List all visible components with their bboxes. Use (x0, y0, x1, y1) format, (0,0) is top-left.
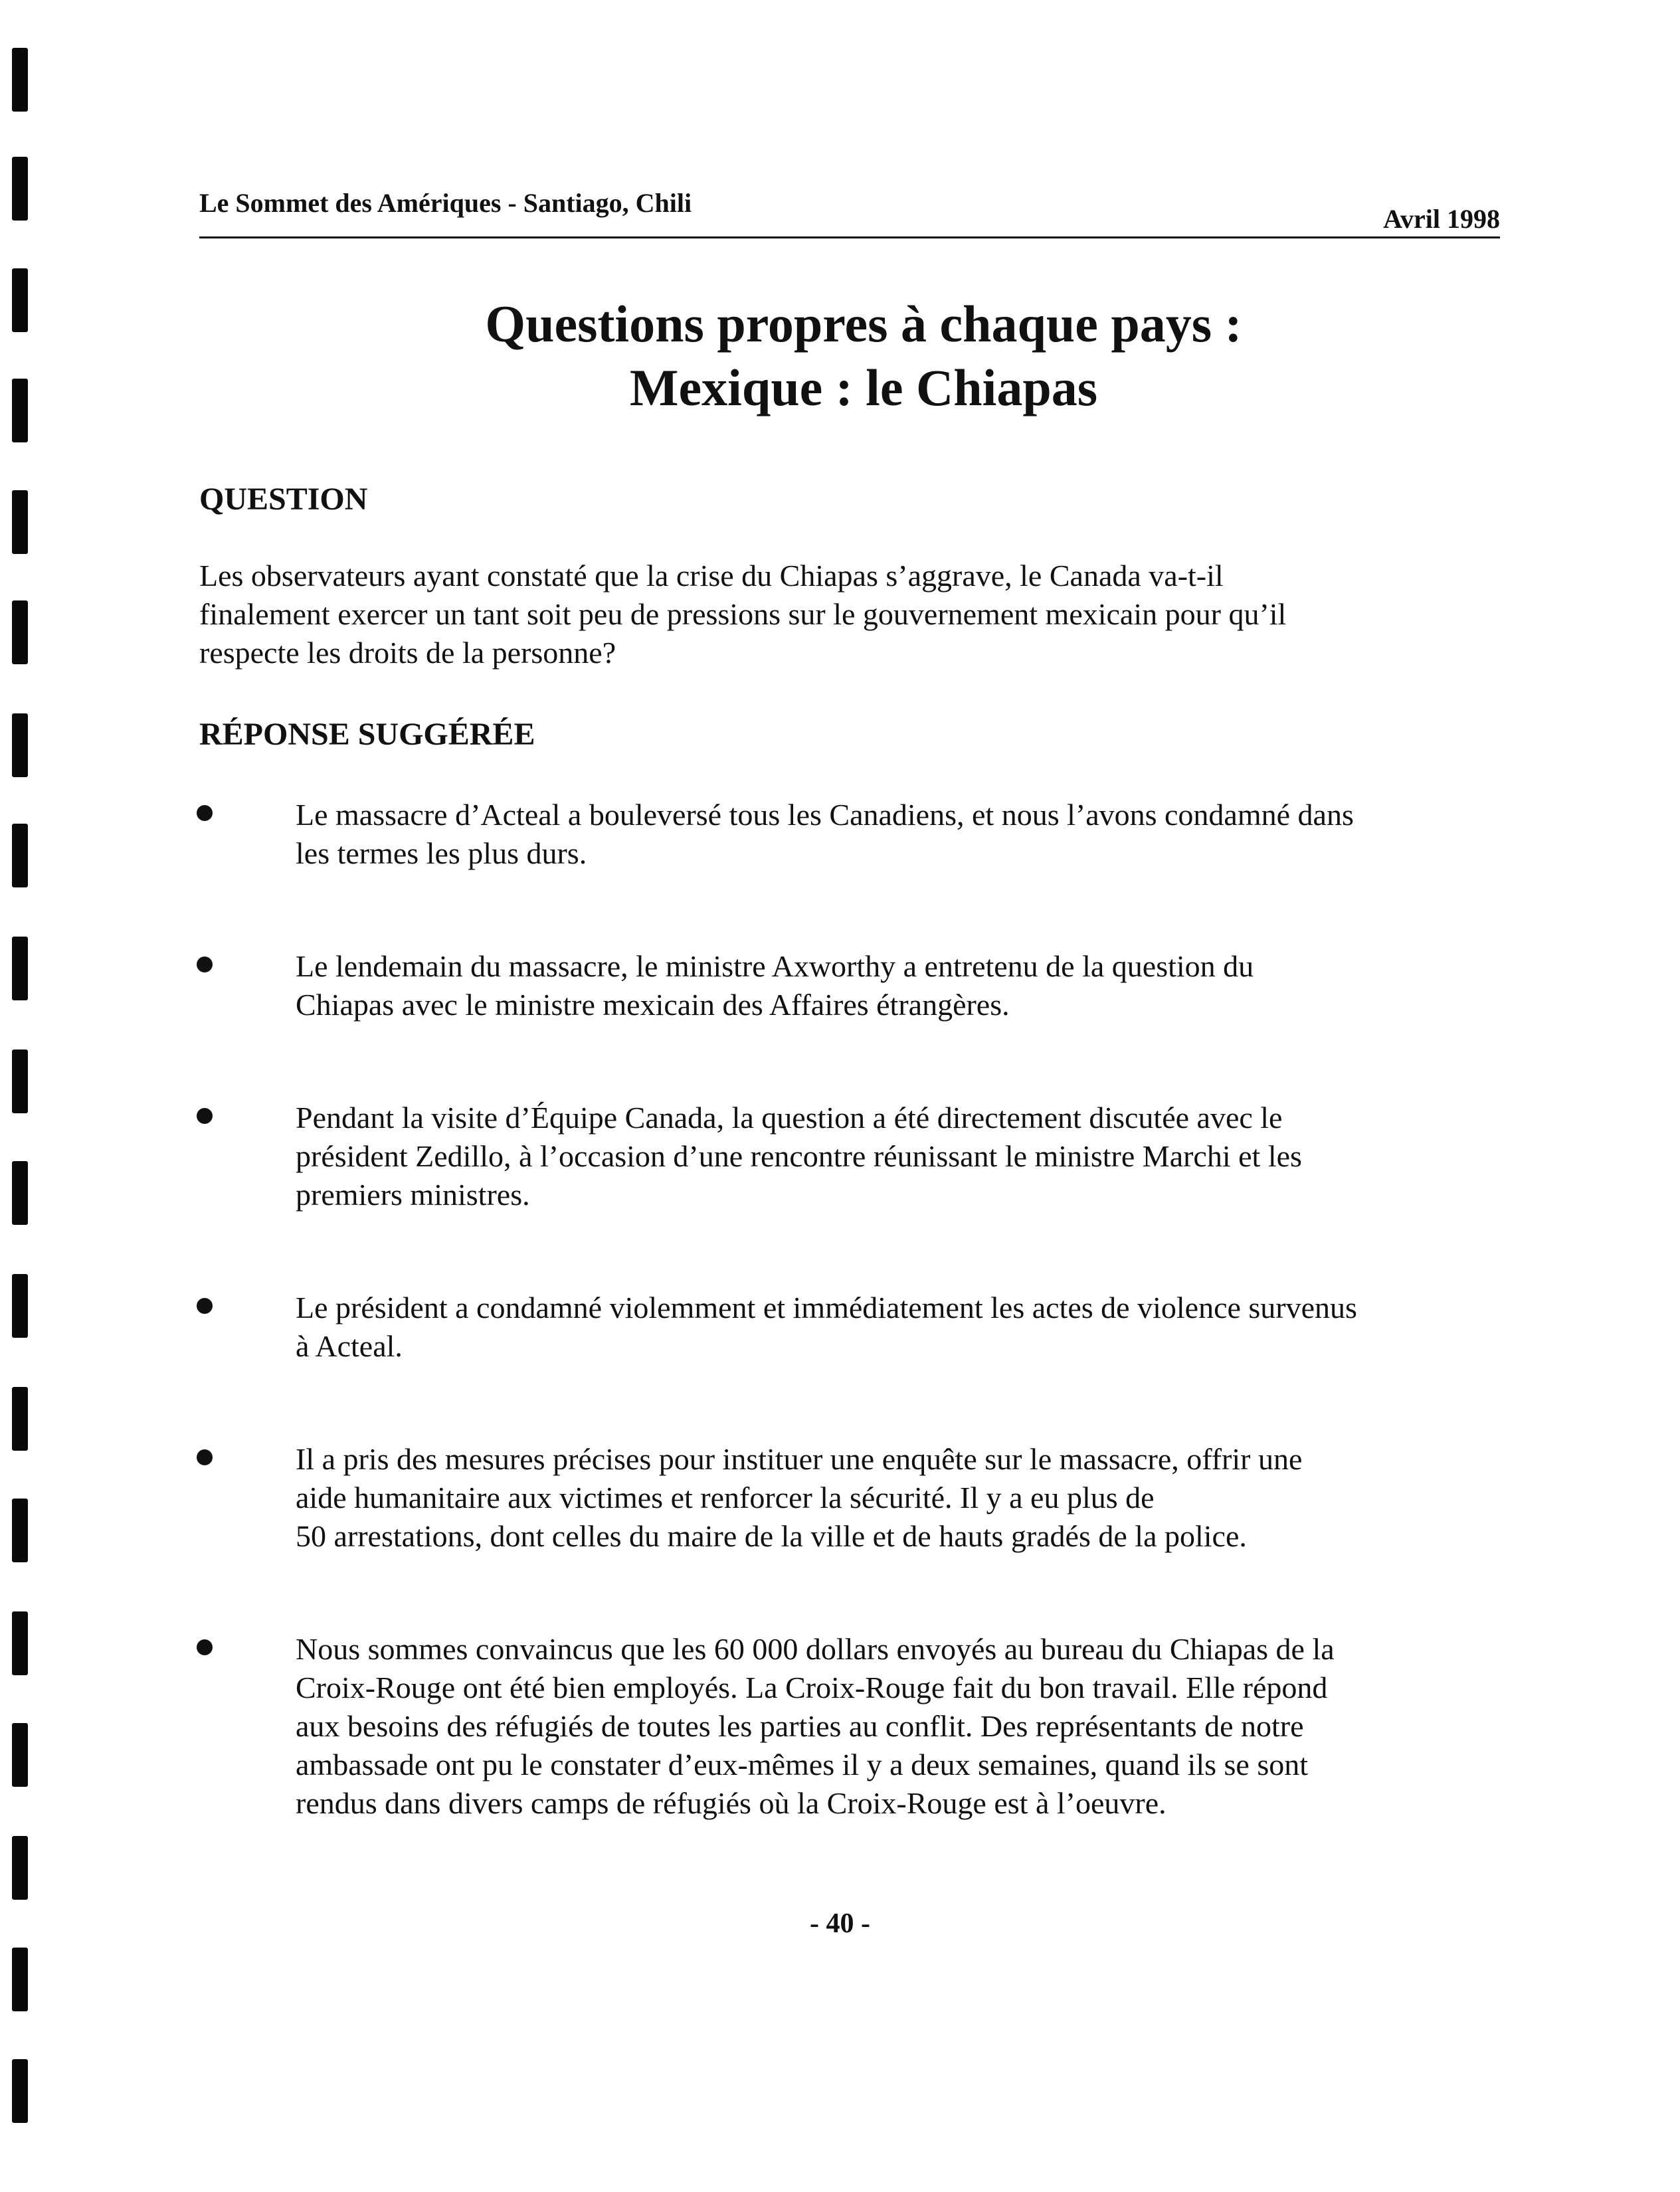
bullet-line: ambassade ont pu le constater d’eux-mêmes il y a deux semaines, quand ils se sont (296, 1748, 1308, 1781)
binding-mark (12, 1050, 28, 1113)
bullet-icon (197, 805, 213, 821)
answer-bullet (186, 1440, 1515, 1556)
binding-mark (12, 1948, 28, 2011)
binding-mark (12, 1387, 28, 1451)
bullet-line: 50 arrestations, dont celles du maire de la ville et de hauts gradés de la police. (296, 1519, 1247, 1553)
page-title (199, 292, 1528, 420)
header-rule (199, 236, 1500, 238)
answer-bullet (186, 1289, 1515, 1366)
question-text (199, 557, 1501, 672)
answer-bullet-list (186, 796, 1515, 1897)
bullet-line: Nous sommes convaincus que les 60 000 dollars envoyés au bureau du Chiapas de la (296, 1632, 1335, 1666)
answer-bullet (186, 796, 1515, 873)
bullet-line: Croix-Rouge ont été bien employés. La Croix-Rouge fait du bon travail. Elle répond (296, 1671, 1328, 1704)
bullet-line: aide humanitaire aux victimes et renforcer la sécurité. Il y a eu plus de (296, 1481, 1155, 1514)
bullet-icon (197, 1449, 213, 1465)
binding-marks (12, 0, 29, 2192)
page-title-line-1: Questions propres à chaque pays : (485, 295, 1242, 353)
binding-mark (12, 268, 28, 332)
answer-bullet (186, 1099, 1515, 1214)
header-date: Avril 1998 (1383, 204, 1500, 234)
bullet-line: Le massacre d’Acteal a bouleversé tous les Canadiens, et nous l’avons condamné dans (296, 798, 1354, 832)
binding-mark (12, 48, 28, 112)
binding-mark (12, 379, 28, 442)
binding-mark (12, 1611, 28, 1675)
bullet-line: Le président a condamné violemment et immédiatement les actes de violence survenus (296, 1291, 1357, 1324)
bullet-line: aux besoins des réfugiés de toutes les parties au conflit. Des représentants de notre (296, 1709, 1304, 1743)
question-line: Les observateurs ayant constaté que la crise du Chiapas s’aggrave, le Canada va-t-il (199, 559, 1224, 593)
bullet-line: Il a pris des mesures précises pour instituer une enquête sur le massacre, offrir une (296, 1442, 1303, 1476)
binding-mark (12, 937, 28, 1000)
bullet-icon (197, 957, 213, 972)
binding-mark (12, 157, 28, 221)
binding-mark (12, 1723, 28, 1787)
bullet-line: à Acteal. (296, 1329, 403, 1363)
bullet-icon (197, 1298, 213, 1314)
bullet-line: premiers ministres. (296, 1178, 530, 1212)
binding-mark (12, 1499, 28, 1562)
header-title: Le Sommet des Amériques - Santiago, Chili (199, 188, 692, 218)
question-line: respecte les droits de la personne? (199, 636, 616, 670)
bullet-line: président Zedillo, à l’occasion d’une rencontre réunissant le ministre Marchi et les (296, 1139, 1302, 1173)
page-number: - 40 - (810, 1908, 870, 1939)
page-title-line-2: Mexique : le Chiapas (629, 359, 1098, 416)
bullet-icon (197, 1639, 213, 1655)
binding-mark (12, 2059, 28, 2123)
answer-heading: RÉPONSE SUGGÉRÉE (199, 717, 535, 752)
answer-bullet (186, 947, 1515, 1024)
bullet-icon (197, 1108, 213, 1124)
binding-mark (12, 713, 28, 777)
question-line: finalement exercer un tant soit peu de pressions sur le gouvernement mexicain pour qu’il (199, 597, 1287, 631)
bullet-line: Chiapas avec le ministre mexicain des Affaires étrangères. (296, 988, 1010, 1022)
question-heading: QUESTION (199, 482, 368, 517)
running-header (199, 187, 1500, 235)
bullet-line: Le lendemain du massacre, le ministre Axworthy a entretenu de la question du (296, 949, 1254, 983)
binding-mark (12, 1274, 28, 1338)
answer-bullet (186, 1630, 1515, 1823)
bullet-line: rendus dans divers camps de réfugiés où la Croix-Rouge est à l’oeuvre. (296, 1786, 1167, 1820)
bullet-line: les termes les plus durs. (296, 836, 587, 870)
binding-mark (12, 1836, 28, 1900)
binding-mark (12, 490, 28, 554)
binding-mark (12, 824, 28, 887)
binding-mark (12, 1161, 28, 1225)
bullet-line: Pendant la visite d’Équipe Canada, la question a été directement discutée avec le (296, 1101, 1283, 1135)
binding-mark (12, 600, 28, 664)
